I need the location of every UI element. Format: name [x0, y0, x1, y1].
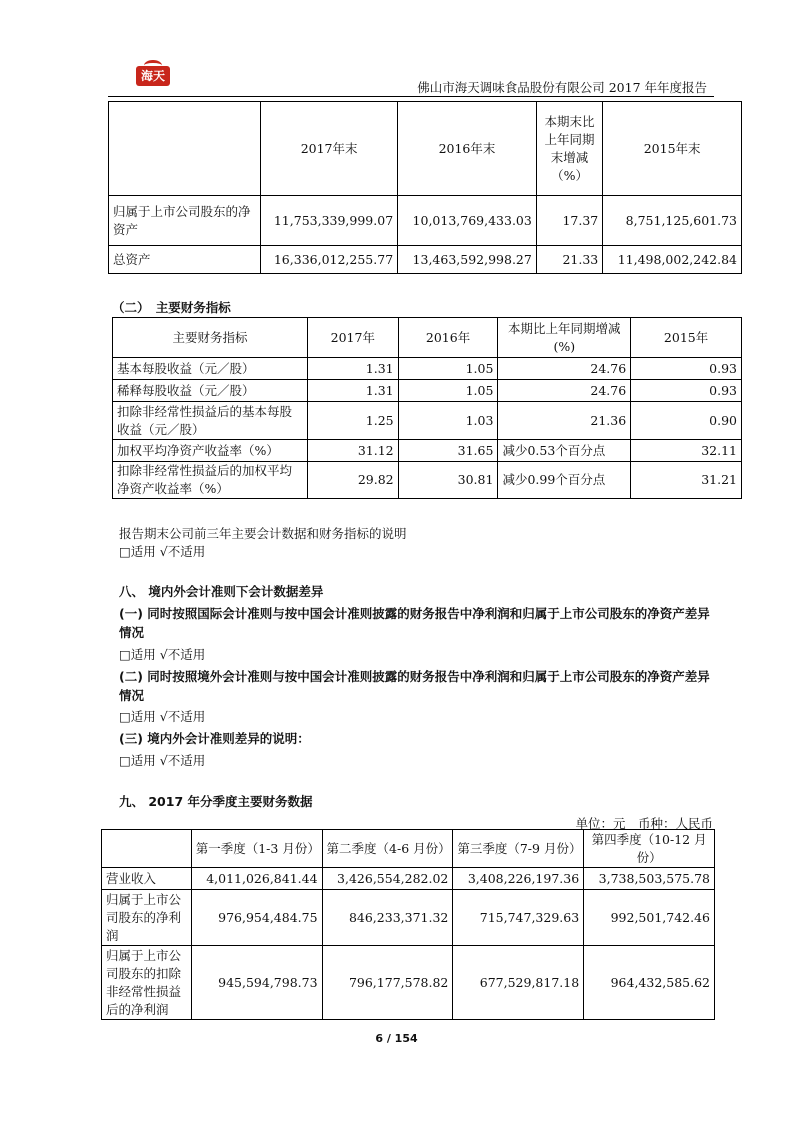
- row-label: 基本每股收益（元／股）: [113, 358, 308, 380]
- table-row: [113, 462, 742, 499]
- report-header-title: 佛山市海天调味食品股份有限公司 2017 年年度报告: [417, 80, 707, 95]
- table-cell: 8,751,125,601.73: [603, 196, 742, 246]
- applicable-status-1: □适用 √不适用: [119, 544, 206, 559]
- row-label: 营业收入: [102, 868, 192, 890]
- applicable-status-4: □适用 √不适用: [119, 753, 206, 768]
- table-cell: 4,011,026,841.44: [191, 868, 322, 890]
- column-header: 2017年末: [261, 102, 398, 196]
- table-cell: 846,233,371.32: [322, 890, 453, 946]
- table-cell: 10,013,769,433.03: [398, 196, 537, 246]
- row-label: 归属于上市公司股东的净资产: [109, 196, 261, 246]
- column-header: 2016年末: [398, 102, 537, 196]
- table-cell: 796,177,578.82: [322, 946, 453, 1020]
- row-label: 扣除非经常性损益后的加权平均净资产收益率（%）: [113, 462, 308, 499]
- table-row: [109, 196, 742, 246]
- table-cell: 715,747,329.63: [453, 890, 584, 946]
- table-cell: 1.31: [307, 358, 398, 380]
- section-title-quarterly: 九、 2017 年分季度主要财务数据: [119, 794, 313, 809]
- note-title: 报告期末公司前三年主要会计数据和财务指标的说明: [119, 526, 407, 541]
- column-header: [109, 102, 261, 196]
- table-cell: 32.11: [631, 440, 742, 462]
- row-label: 总资产: [109, 246, 261, 274]
- table-cell: 11,498,002,242.84: [603, 246, 742, 274]
- table-cell: 3,408,226,197.36: [453, 868, 584, 890]
- column-header: 2017年: [307, 318, 398, 358]
- column-header: 第二季度（4-6 月份）: [322, 830, 453, 868]
- subsection-international: (一) 同时按照国际会计准则与按中国会计准则披露的财务报告中净利润和归属于上市公司股东的净资产差异情况: [119, 606, 710, 640]
- table-header-row: [113, 318, 742, 358]
- table-cell: 减少0.53个百分点: [498, 440, 631, 462]
- table-row: [113, 402, 742, 440]
- applicable-status-2: □适用 √不适用: [119, 647, 206, 662]
- table-cell: 24.76: [498, 380, 631, 402]
- section-title-accounting-diff: 八、 境内外会计准则下会计数据差异: [119, 584, 324, 599]
- table-row: [102, 890, 715, 946]
- row-label: 扣除非经常性损益后的基本每股收益（元／股）: [113, 402, 308, 440]
- column-header: 第一季度（1-3 月份）: [191, 830, 322, 868]
- table-cell: 976,954,484.75: [191, 890, 322, 946]
- table-cell: 21.36: [498, 402, 631, 440]
- table-row: [109, 246, 742, 274]
- table-row: [102, 868, 715, 890]
- table-cell: 减少0.99个百分点: [498, 462, 631, 499]
- table-cell: 1.03: [398, 402, 498, 440]
- subsection-overseas: (二) 同时按照境外会计准则与按中国会计准则披露的财务报告中净利润和归属于上市公司股东的净资产差异情况: [119, 669, 710, 703]
- table-cell: 31.21: [631, 462, 742, 499]
- table-cell: 16,336,012,255.77: [261, 246, 398, 274]
- table-net-assets: [108, 101, 742, 274]
- table-row: [113, 380, 742, 402]
- table-row: [113, 440, 742, 462]
- table-cell: 0.93: [631, 380, 742, 402]
- table-cell: 17.37: [536, 196, 602, 246]
- column-header: 2016年: [398, 318, 498, 358]
- column-header: 本期末比上年同期末增减（%）: [536, 102, 602, 196]
- table-cell: 30.81: [398, 462, 498, 499]
- column-header: 主要财务指标: [113, 318, 308, 358]
- table-key-indicators: [112, 317, 742, 499]
- table-cell: 31.12: [307, 440, 398, 462]
- table-row: [102, 946, 715, 1020]
- table-cell: 1.31: [307, 380, 398, 402]
- table-cell: 3,426,554,282.02: [322, 868, 453, 890]
- table-header-row: [102, 830, 715, 868]
- table-cell: 31.65: [398, 440, 498, 462]
- table-cell: 964,432,585.62: [584, 946, 715, 1020]
- row-label: 归属于上市公司股东的扣除非经常性损益后的净利润: [102, 946, 192, 1020]
- applicable-status-3: □适用 √不适用: [119, 709, 206, 724]
- table-cell: 21.33: [536, 246, 602, 274]
- table-cell: 992,501,742.46: [584, 890, 715, 946]
- company-logo: 海天: [136, 66, 170, 86]
- table-quarterly: [101, 829, 715, 1020]
- table-cell: 0.90: [631, 402, 742, 440]
- table-cell: 1.05: [398, 358, 498, 380]
- table-cell: 677,529,817.18: [453, 946, 584, 1020]
- row-label: 稀释每股收益（元／股）: [113, 380, 308, 402]
- page-number: 6 / 154: [375, 1032, 418, 1045]
- table-cell: 11,753,339,999.07: [261, 196, 398, 246]
- row-label: 归属于上市公司股东的净利润: [102, 890, 192, 946]
- column-header: 第四季度（10-12 月份）: [584, 830, 715, 868]
- table-cell: 945,594,798.73: [191, 946, 322, 1020]
- row-label: 加权平均净资产收益率（%）: [113, 440, 308, 462]
- header-divider: [108, 96, 714, 97]
- column-header: 第三季度（7-9 月份）: [453, 830, 584, 868]
- table-cell: 29.82: [307, 462, 398, 499]
- section-title-key-indicators: （二） 主要财务指标: [112, 300, 231, 315]
- subsection-diff-explanation: (三) 境内外会计准则差异的说明：: [119, 731, 310, 746]
- column-header: 本期比上年同期增减(%): [498, 318, 631, 358]
- table-header-row: [109, 102, 742, 196]
- unit-currency-note: 单位：元 币种：人民币: [575, 816, 713, 831]
- table-cell: 24.76: [498, 358, 631, 380]
- table-cell: 1.05: [398, 380, 498, 402]
- table-cell: 1.25: [307, 402, 398, 440]
- table-cell: 13,463,592,998.27: [398, 246, 537, 274]
- column-header: 2015年: [631, 318, 742, 358]
- column-header: [102, 830, 192, 868]
- table-cell: 3,738,503,575.78: [584, 868, 715, 890]
- column-header: 2015年末: [603, 102, 742, 196]
- table-row: [113, 358, 742, 380]
- table-cell: 0.93: [631, 358, 742, 380]
